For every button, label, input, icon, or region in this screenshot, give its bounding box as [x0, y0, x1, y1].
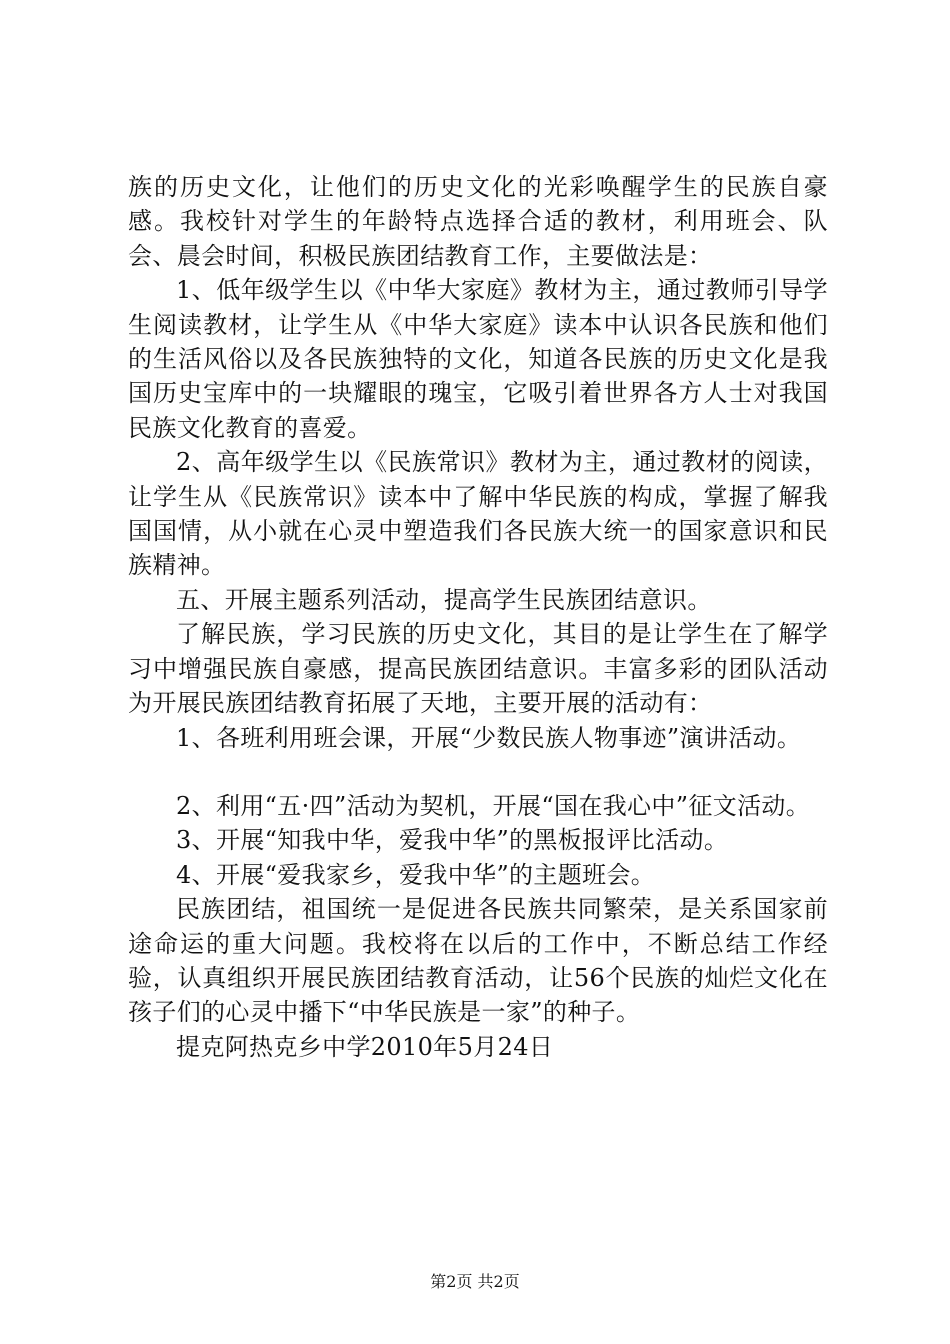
document-body [128, 170, 828, 1064]
paragraph-activities-intro: 了解民族，学习民族的历史文化，其目的是让学生在了解学习中增强民族自豪感，提高民族团结意识。丰富多彩的团队活动为开展民族团结教育拓展了天地，主要开展的活动有： [128, 620, 828, 718]
list-item-activity-4: 4、开展“爱我家乡，爱我中华”的主题班会。 [176, 860, 656, 889]
paragraph-conclusion: 民族团结，祖国统一是促进各民族共同繁荣，是关系国家前途命运的重大问题。我校将在以后的工作中，不断总结工作经验，认真组织开展民族团结教育活动，让56个民族的灿烂文化在孩子们的心灵中播下“中华民族是一家”的种子。 [128, 895, 828, 1027]
page-number-footer: 第2页 共2页 [430, 1272, 520, 1291]
paragraph-lower-grade: 1、低年级学生以《中华大家庭》教材为主，通过教师引导学生阅读教材，让学生从《中华大家庭》读本中认识各民族和他们的生活风俗以及各民族独特的文化，知道各民族的历史文化是我国历史宝库中的一块耀眼的瑰宝，它吸引着世界各方人士对我国民族文化教育的喜爱。 [128, 276, 828, 442]
list-item-activity-3: 3、开展“知我中华，爱我中华”的黑板报评比活动。 [176, 826, 729, 855]
paragraph-intro: 族的历史文化，让他们的历史文化的光彩唤醒学生的民族自豪感。我校针对学生的年龄特点选择合适的教材，利用班会、队会、晨会时间，积极民族团结教育工作，主要做法是： [128, 173, 828, 270]
list-item-activity-2: 2、利用“五·四”活动为契机，开展“国在我心中”征文活动。 [176, 791, 811, 820]
signature-date: 提克阿热克乡中学2010年5月24日 [176, 1032, 554, 1061]
paragraph-upper-grade: 2、高年级学生以《民族常识》教材为主，通过教材的阅读，让学生从《民族常识》读本中了解中华民族的构成，掌握了解我国国情，从小就在心灵中塑造我们各民族大统一的国家意识和民族精神。 [128, 448, 828, 580]
section-heading: 五、开展主题系列活动，提高学生民族团结意识。 [176, 585, 712, 614]
list-item-activity-1: 1、各班利用班会课，开展“少数民族人物事迹”演讲活动。 [176, 723, 802, 752]
